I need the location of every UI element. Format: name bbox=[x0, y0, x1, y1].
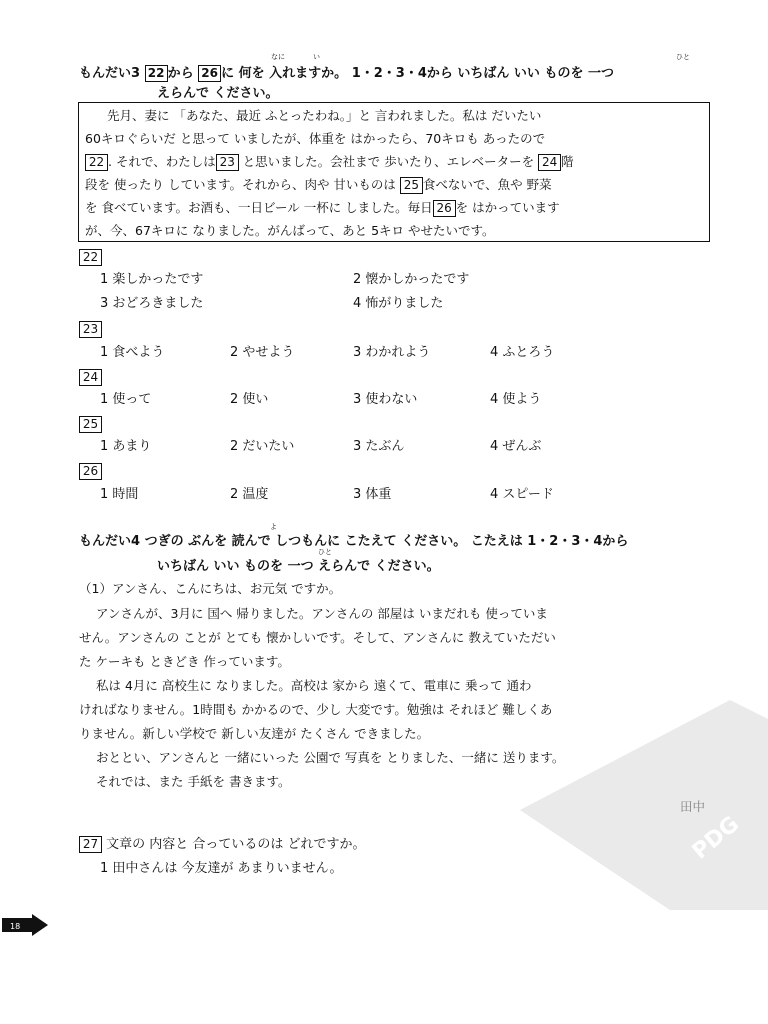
mondai4-instruction: もんだい4 つぎの ぶんを 読んで しつもんに こたえて ください。 こたえは 1・2・3・4から bbox=[79, 534, 629, 549]
letter-line: た ケーキも ときどき 作っています。 bbox=[79, 654, 290, 669]
blank-number: 26 bbox=[198, 65, 221, 82]
question-number: 24 bbox=[79, 369, 102, 386]
passage-line: が、今、67キロに なりました。がんばって、あと 5キロ やせたいです。 bbox=[85, 223, 495, 238]
passage-box bbox=[78, 102, 710, 242]
mondai3-label: もんだい3 bbox=[79, 66, 141, 81]
question-23 bbox=[79, 318, 102, 338]
passage-text: と思いました。会社まで 歩いたり、エレベーターを bbox=[238, 154, 539, 169]
option-26-4[interactable]: 4 スピード bbox=[490, 487, 554, 502]
option-24-2[interactable]: 2 使い bbox=[230, 392, 269, 407]
question-number: 26 bbox=[79, 463, 102, 480]
letter-line: りません。新しい学校で 新しい友達が たくさん できました。 bbox=[79, 726, 430, 741]
option-22-2[interactable]: 2 懐かしかったです bbox=[353, 272, 470, 287]
option-24-3[interactable]: 3 使わない bbox=[353, 392, 418, 407]
option-26-3[interactable]: 3 体重 bbox=[353, 487, 392, 502]
passage-line bbox=[85, 198, 560, 217]
option-25-3[interactable]: 3 たぶん bbox=[353, 439, 405, 454]
seal-watermark bbox=[520, 660, 768, 920]
watermark-text: PDG bbox=[687, 811, 745, 865]
question-number: 27 bbox=[79, 836, 102, 853]
passage-line bbox=[85, 175, 552, 194]
option-25-1[interactable]: 1 あまり bbox=[100, 439, 152, 454]
furigana: なに bbox=[271, 53, 285, 61]
question-number: 25 bbox=[79, 416, 102, 433]
option-23-4[interactable]: 4 ふとろう bbox=[490, 345, 555, 360]
passage-text: . それで、わたしは bbox=[108, 154, 216, 169]
option-26-1[interactable]: 1 時間 bbox=[100, 487, 139, 502]
page-number: 18 bbox=[10, 922, 21, 931]
option-23-3[interactable]: 3 わかれよう bbox=[353, 345, 431, 360]
furigana: よ bbox=[270, 523, 277, 531]
letter-line: おととい、アンさんと 一緒にいった 公園で 写真を とりました、一緒に 送ります。 bbox=[96, 750, 565, 765]
mondai4-instruction-line2: いちばん いい ものを 一つ えらんで ください。 bbox=[157, 559, 440, 574]
letter-line: アンさんが、3月に 国へ 帰りました。アンさんの 部屋は いまだれも 使っていま bbox=[96, 606, 548, 621]
question-22 bbox=[79, 246, 102, 266]
passage-line: 先月、妻に 「あなた、最近 ふとったわね。」と 言われました。私は だいたい bbox=[107, 108, 542, 123]
blank-number: 22 bbox=[85, 154, 108, 171]
page-number-arrow bbox=[2, 914, 48, 936]
blank-number: 25 bbox=[400, 177, 423, 194]
question-27-text: 文章の 内容と 合っているのは どれですか。 bbox=[106, 837, 366, 852]
option-22-3[interactable]: 3 おどろきました bbox=[100, 296, 204, 311]
mondai3-instruction-line2: えらんで ください。 bbox=[157, 86, 279, 101]
question-25 bbox=[79, 413, 102, 433]
furigana: い bbox=[313, 53, 320, 61]
option-25-2[interactable]: 2 だいたい bbox=[230, 439, 295, 454]
option-22-4[interactable]: 4 怖がりました bbox=[353, 296, 444, 311]
passage-text: 食べないで、魚や 野菜 bbox=[422, 177, 552, 192]
mondai3-header bbox=[79, 62, 614, 82]
passage-text: 階 bbox=[561, 154, 574, 169]
passage-text: 段を 使ったり しています。それから、肉や 甘いものは bbox=[85, 177, 400, 192]
letter-line: 私は 4月に 高校生に なりました。高校は 家から 遠くて、電車に 乗って 通わ bbox=[96, 678, 532, 693]
mondai3-kara: から bbox=[167, 66, 194, 81]
letter-line: せん。アンさんの ことが とても 懐かしいです。そして、アンさんに 教えていただい bbox=[79, 630, 556, 645]
option-23-2[interactable]: 2 やせよう bbox=[230, 345, 295, 360]
blank-number: 26 bbox=[433, 200, 456, 217]
blank-number: 22 bbox=[145, 65, 168, 82]
passage-line: 60キロぐらいだ と思って いましたが、体重を はかったら、70キロも あったので bbox=[85, 131, 546, 146]
letter-line: ければなりません。1時間も かかるので、少し 大変です。勉強は それほど 難しくあ bbox=[79, 702, 553, 717]
question-number: 22 bbox=[79, 249, 102, 266]
option-24-1[interactable]: 1 使って bbox=[100, 392, 152, 407]
question-27 bbox=[79, 833, 366, 853]
letter-line: それでは、また 手紙を 書きます。 bbox=[96, 774, 291, 789]
option-26-2[interactable]: 2 温度 bbox=[230, 487, 269, 502]
letter-line: （1）アンさん、こんにちは、お元気 ですか。 bbox=[79, 581, 342, 596]
option-25-4[interactable]: 4 ぜんぶ bbox=[490, 439, 542, 454]
blank-number: 24 bbox=[538, 154, 561, 171]
blank-number: 23 bbox=[216, 154, 239, 171]
mondai3-instruction: に 何を 入れますか。 1・2・3・4から いちばん いい ものを 一つ bbox=[221, 66, 614, 81]
furigana: ひと bbox=[318, 548, 332, 556]
question-26 bbox=[79, 460, 102, 480]
question-number: 23 bbox=[79, 321, 102, 338]
option-24-4[interactable]: 4 使よう bbox=[490, 392, 542, 407]
furigana: ひと bbox=[676, 53, 690, 61]
option-27-1[interactable]: 1 田中さんは 今友達が あまりいません。 bbox=[100, 861, 343, 876]
passage-line bbox=[85, 152, 574, 171]
question-24 bbox=[79, 366, 102, 386]
option-22-1[interactable]: 1 楽しかったです bbox=[100, 272, 204, 287]
passage-text: を はかっています bbox=[455, 200, 560, 215]
option-23-1[interactable]: 1 食べよう bbox=[100, 345, 165, 360]
passage-text: を 食べています。お酒も、一日ビール 一杯に しました。毎日 bbox=[85, 200, 433, 215]
